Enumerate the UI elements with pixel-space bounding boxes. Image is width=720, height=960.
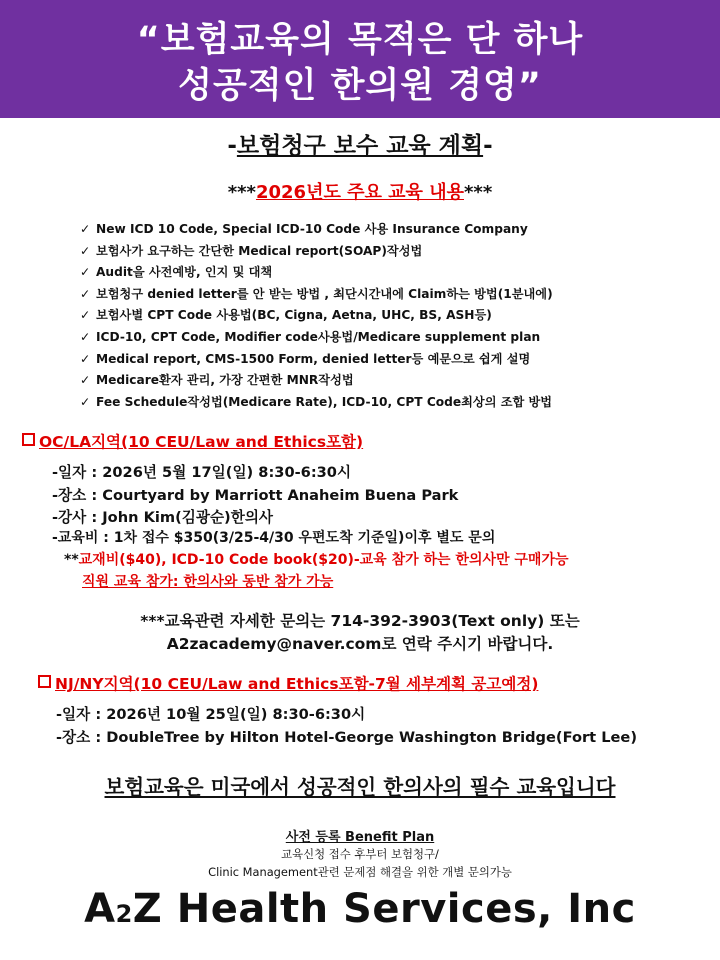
topic-prefix: *** — [227, 182, 256, 203]
logo-rest: Z Health Services, Inc — [132, 886, 636, 932]
materials-note-text: 교재비($40), ICD-10 Code book($20)-교육 참가 하는 한의사만 구매가능 — [78, 552, 569, 568]
subtitle-text: 보험청구 보수 교육 계획 — [236, 133, 484, 159]
oc-la-materials-note — [64, 549, 569, 569]
checklist-item-text: 보험사별 CPT Code 사용법(BC, Cigna, Aetna, UHC, BS, ASH등) — [96, 308, 492, 323]
checklist-item — [80, 349, 553, 371]
curriculum-checklist — [80, 219, 553, 413]
benefit-plan-title: 사전 등록 Benefit Plan — [285, 830, 435, 845]
oc-la-section-title — [22, 430, 363, 452]
checklist-item — [80, 262, 553, 284]
checkmark-icon: ✓ — [80, 394, 91, 409]
checkmark-icon: ✓ — [80, 329, 91, 344]
oc-la-title-text: OC/LA지역(10 CEU/Law and Ethics포함) — [39, 433, 364, 451]
topic-suffix: *** — [464, 182, 493, 203]
checklist-item — [80, 327, 553, 349]
nj-ny-place: -장소 : DoubleTree by Hilton Hotel-George Washington Bridge(Fort Lee) — [56, 729, 637, 746]
contact-line-1: ***교육관련 자세한 문의는 714-392-3903(Text only) 또는 — [140, 612, 580, 630]
note-prefix: ** — [64, 552, 79, 568]
checklist-item — [80, 392, 553, 414]
nj-ny-date: -일자 : 2026년 10월 25일(일) 8:30-6:30시 — [56, 706, 366, 723]
checklist-item-text: 보험사가 요구하는 간단한 Medical report(SOAP)작성법 — [96, 243, 423, 258]
checklist-item — [80, 284, 553, 306]
checklist-item — [80, 241, 553, 263]
logo-two: 2 — [115, 900, 133, 928]
topic-heading — [0, 178, 720, 204]
checklist-item — [80, 219, 553, 241]
oc-la-lecturer: -강사 : John Kim(김광순)한의사 — [52, 509, 274, 526]
benefit-line-1: 교육신청 접수 후부터 보험청구/ — [281, 847, 439, 861]
checkmark-icon: ✓ — [80, 265, 91, 280]
nj-ny-title-text: NJ/NY지역(10 CEU/Law and Ethics포함-7월 세부계획 공고예정) — [55, 675, 539, 693]
oc-la-staff-note: 직원 교육 참가: 한의사와 동반 참가 가능 — [82, 574, 334, 590]
checklist-item-text: ICD-10, CPT Code, Modifier code사용법/Medicare supplement plan — [96, 329, 541, 344]
checklist-item-text: Medicare환자 관리, 가장 간편한 MNR작성법 — [96, 373, 354, 388]
checkmark-icon: ✓ — [80, 286, 91, 301]
checklist-item-text: 보험청구 denied letter를 안 받는 방법 , 최단시간내에 Claim하는 방법(1분내에) — [96, 286, 553, 301]
checklist-item-text: Fee Schedule작성법(Medicare Rate), ICD-10, CPT Code최상의 조합 방법 — [96, 394, 553, 409]
title-banner — [0, 0, 720, 118]
checklist-item-text: Medical report, CMS-1500 Form, denied letter등 예문으로 쉽게 설명 — [96, 351, 531, 366]
banner-title-line-2: 성공적인 한의원 경영” — [178, 66, 542, 106]
checklist-item — [80, 305, 553, 327]
topic-text: 2026년도 주요 교육 내용 — [255, 182, 464, 203]
checkbox-square-icon — [22, 433, 35, 446]
checklist-item-text: Audit을 사전예방, 인지 및 대책 — [96, 265, 273, 280]
checklist-item-text: New ICD 10 Code, Special ICD-10 Code 사용 Insurance Company — [96, 222, 528, 236]
oc-la-date: -일자 : 2026년 5월 17일(일) 8:30-6:30시 — [52, 464, 352, 481]
checkmark-icon: ✓ — [80, 243, 91, 258]
subtitle-suffix: - — [483, 133, 493, 159]
oc-la-place: -장소 : Courtyard by Marriott Anaheim Buena Park — [52, 487, 459, 504]
checkmark-icon: ✓ — [80, 373, 91, 388]
checkmark-icon: ✓ — [80, 351, 91, 366]
subtitle — [0, 127, 720, 160]
logo-a: A — [84, 886, 116, 932]
oc-la-fee: -교육비 : 1차 접수 $350(3/25-4/30 우편도착 기준일)이후 별도 문의 — [52, 530, 496, 546]
checkbox-square-icon — [38, 675, 51, 688]
checklist-item — [80, 370, 553, 392]
checkmark-icon: ✓ — [80, 308, 91, 323]
benefit-line-2: Clinic Management관련 문제점 해결을 위한 개별 문의가능 — [208, 865, 512, 879]
nj-ny-section-title — [38, 672, 538, 694]
company-logo — [0, 886, 720, 932]
contact-line-2: A2zacademy@naver.com로 연락 주시기 바랍니다. — [166, 635, 554, 653]
checkmark-icon: ✓ — [80, 222, 91, 236]
mission-statement: 보험교육은 미국에서 성공적인 한의사의 필수 교육입니다 — [104, 775, 616, 799]
banner-title-line-1: “보험교육의 목적은 단 하나 — [136, 20, 584, 60]
subtitle-prefix: - — [227, 133, 237, 159]
